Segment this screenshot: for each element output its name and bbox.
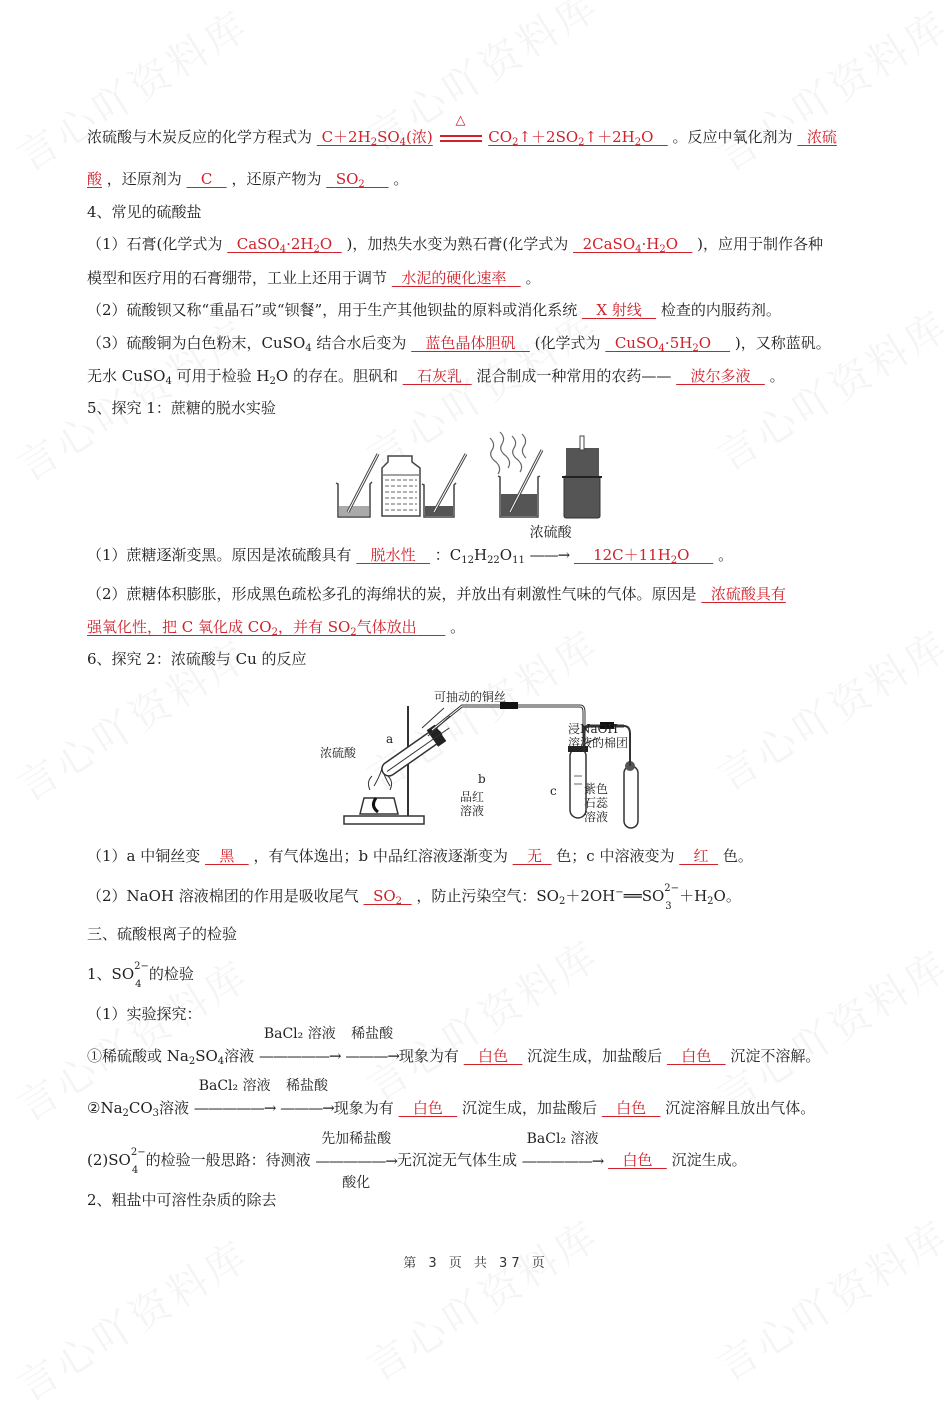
static-text: )，又称蓝矾。: [734, 334, 831, 352]
answer-plaster-formula: $2CaSO_4\cdot H_2O$: [582, 235, 679, 255]
reaction-arrow: BaCl₂ 溶液 —————→: [521, 1131, 604, 1170]
text-line: 无水 CuSO$_4$ 可用于检验 $H_2O$ 的存在。胆矾和 石灰乳 混合制成一种常用的农药—— 波尔多液 。: [87, 367, 785, 387]
static-text: 。: [718, 546, 734, 564]
answer-cement: 水泥的硬化速率: [401, 269, 507, 287]
text-line: （2）NaOH 溶液棉团的作用是吸收尾气 $SO_2$ ，防止污染空气：$SO_2+2OH^-══SO$ 2− 3 $+H_2O$。: [87, 883, 741, 912]
static-text: 沉淀生成，加盐酸后: [527, 1047, 663, 1065]
static-text: 沉淀生成。: [671, 1151, 747, 1169]
label-copper-wire: 可抽动的铜丝: [434, 690, 507, 704]
static-text: ，还原产物为: [231, 170, 322, 188]
text-line: [87, 169, 408, 189]
static-text: （2）NaOH 溶液棉团的作用是吸收尾气: [87, 887, 359, 905]
acid-bottle-icon: [382, 456, 420, 516]
heating-equals-sign: [438, 113, 484, 147]
answer-so2: $SO_2$: [373, 887, 403, 907]
static-text: 色。: [722, 847, 753, 865]
static-text: （2）蔗糖体积膨胀，形成黑色疏松多孔的海绵状的炭，并放出有刺激性气味的气体。原因是: [87, 585, 697, 603]
label-litmus: 紫色 石蕊 溶液: [584, 782, 609, 824]
answer-equation-left: $C+2H_2SO_4$(浓): [321, 128, 433, 148]
watermark: [705, 934, 952, 1122]
text-line: [87, 300, 781, 320]
section-heading: 4、常见的硫酸盐: [87, 203, 202, 221]
static-text: O 的存在。胆矾和: [275, 367, 398, 385]
watermark: [705, 1204, 952, 1392]
answer-white-5: 白色: [622, 1151, 653, 1169]
text-line: $②Na_2CO_3$溶液 BaCl₂ 溶液 —————→ 稀盐酸 ———→现象为有 白色 沉淀生成，加盐酸后 白色 沉淀溶解且放出气体。: [87, 1078, 816, 1119]
text-line: （3）硫酸铜为白色粉末，CuSO$_4$ 结合水后变为 蓝色晶体胆矾 (化学式为 $CuSO_4\cdot 5H_2O$ )，又称蓝矾。: [87, 334, 831, 354]
static-text: （1）a 中铜丝变: [87, 847, 201, 865]
reaction-arrow: BaCl₂ 溶液 —————→: [193, 1078, 276, 1117]
answer-dehydration-product: $12C+11H_2O$: [593, 546, 690, 566]
static-text: （1）石膏(化学式为: [87, 235, 223, 253]
static-text: ，有气体逸出；b 中品红溶液逐渐变为: [253, 847, 508, 865]
answer-oxidizing-cont: 强氧化性，把 C 氧化成 $CO_2$，并有 $SO_2$气体放出: [87, 618, 417, 638]
text-line: (2)SO 2− 4 的检验一般思路：待测液 先加稀盐酸 —————→ 酸化 无沉淀无气体生成 BaCl₂ 溶液 —————→ 白色 沉淀生成。: [87, 1131, 747, 1191]
static-text: 无沉淀无气体生成: [396, 1151, 517, 1169]
delta-icon: △: [455, 113, 466, 128]
sugar-dehydration-figure: [330, 428, 620, 520]
answer-dehydration: 脱水性: [370, 546, 416, 564]
reaction-arrow: 稀盐酸 ———→: [345, 1026, 399, 1065]
static-text: (2)SO: [87, 1151, 131, 1169]
static-text: 模型和医疗用的石膏绷带，工业上还用于调节: [87, 269, 388, 287]
reaction-arrow: 稀盐酸 ———→: [280, 1078, 334, 1117]
text-line: [87, 234, 823, 254]
answer-lime-milk: 石灰乳: [417, 367, 463, 385]
section-heading: 5、探究 1：蔗糖的脱水实验: [87, 399, 276, 417]
answer-gypsum-formula: $CaSO_4\cdot 2H_2O$: [236, 235, 333, 255]
answer-blue-vitriol: 蓝色晶体胆矾: [425, 334, 516, 352]
static-text: 可用于检验 H: [176, 367, 270, 385]
static-text: ，防止污染空气：SO: [416, 887, 559, 905]
beaker-icon: [336, 454, 378, 517]
static-text: 检查的内服药剂。: [660, 301, 781, 319]
watermark: [705, 294, 952, 482]
subsection-heading: 1、SO 2− 4 的检验: [87, 961, 194, 990]
answer-oxidant-cont: 酸: [87, 170, 103, 188]
sulfite-ion-charge: 2− 3: [664, 883, 680, 912]
watermark: [355, 924, 609, 1112]
equation-line: [87, 113, 837, 148]
static-text: ①稀硫酸或 Na: [87, 1047, 189, 1065]
static-text: （3）硫酸铜为白色粉末，CuSO: [87, 334, 306, 352]
answer-cuso4-formula: $CuSO_4\cdot 5H_2O$: [614, 334, 712, 354]
label-magenta-solution: 品红 溶液: [460, 790, 485, 818]
text-line: [87, 584, 786, 604]
answer-reductant: C: [200, 170, 213, 188]
sulfate-ion-charge: 2− 4: [134, 961, 149, 990]
watermark: [705, 0, 952, 183]
sulfate-ion-charge: 2− 4: [130, 1147, 146, 1176]
static-text: 。: [450, 618, 466, 636]
static-text: （2）硫酸钡又称“重晶石”或“钡餐”，用于生产其他钡盐的原料或消化系统: [87, 301, 578, 319]
static-text: 。反应中氧化剂为: [672, 128, 793, 146]
static-text: 浓硫酸与木炭反应的化学方程式为: [87, 128, 313, 146]
reaction-arrow: 浓硫酸 ——→: [529, 525, 572, 564]
answer-oxidant: 浓硫: [806, 128, 837, 146]
label-concentrated-acid: 浓硫酸: [320, 746, 357, 760]
section-heading: 三、硫酸根离子的检验: [87, 925, 238, 943]
watermark: [5, 0, 259, 183]
section-heading: 6、探究 2：浓硫酸与 Cu 的反应: [87, 650, 307, 668]
static-text: )，应用于制作各种: [697, 235, 823, 253]
page-footer: 第 3 页 共 37 页: [403, 1256, 549, 1271]
carbon-column-icon: [562, 436, 602, 518]
answer-white-1: 白色: [478, 1047, 509, 1065]
reaction-arrow: 先加稀盐酸 —————→ 酸化: [315, 1131, 397, 1191]
static-text: ：C: [434, 546, 462, 564]
static-text: 沉淀生成，加盐酸后: [462, 1099, 598, 1117]
beaker-icon: [422, 454, 466, 517]
answer-xray: X 射线: [596, 301, 642, 319]
static-text: 现象为有: [398, 1047, 459, 1065]
static-text: 。: [769, 367, 785, 385]
static-text: 结合水后变为: [316, 334, 407, 352]
label-c: c: [550, 784, 557, 798]
fuming-beaker-icon: [490, 432, 542, 517]
answer-colorless: 无: [526, 847, 542, 865]
answer-white-3: 白色: [412, 1099, 443, 1117]
static-text: 沉淀不溶解。: [730, 1047, 821, 1065]
answer-bordeaux: 波尔多液: [690, 367, 751, 385]
text-line: [87, 268, 540, 288]
label-naoh-cotton: 浸NaOH 溶液的棉团: [568, 722, 629, 750]
answer-white-4: 白色: [616, 1099, 647, 1117]
static-text: (化学式为: [534, 334, 601, 352]
answer-reduction-product: $SO_2$: [335, 170, 365, 190]
text-line: （1）实验探究：: [87, 1005, 202, 1023]
static-text: （1）蔗糖逐渐变黑。原因是浓硫酸具有: [87, 546, 352, 564]
static-text: ，还原剂为: [106, 170, 182, 188]
label-b: b: [478, 772, 486, 786]
watermark: [355, 1204, 609, 1392]
answer-equation-right: $CO_2↑+2SO_2↑+2H_2O$: [488, 128, 654, 148]
static-text: 。: [393, 170, 409, 188]
static-text: 现象为有: [333, 1099, 394, 1117]
static-text: 混合制成一种常用的农药——: [476, 367, 672, 385]
static-text: )，加热失水变为熟石膏(化学式为: [346, 235, 569, 253]
text-line: ①稀硫酸或 $Na_2SO_4$溶液 BaCl₂ 溶液 —————→ 稀盐酸 ———→现象为有 白色 沉淀生成，加盐酸后 白色 沉淀不溶解。: [87, 1026, 821, 1067]
answer-oxidizing: 浓硫酸具有: [710, 585, 786, 603]
static-text: 沉淀溶解且放出气体。: [665, 1099, 816, 1117]
text-line: （1）蔗糖逐渐变黑。原因是浓硫酸具有 脱水性 ：$C_{12}H_{22}O_{11}$ 浓硫酸 ——→ $12C+11H_2O$ 。: [87, 525, 734, 566]
text-line: [87, 617, 465, 637]
answer-black: 黑: [219, 847, 235, 865]
watermark: [705, 614, 952, 802]
answer-white-2: 白色: [681, 1047, 712, 1065]
static-text: 色；c 中溶液变为: [556, 847, 675, 865]
subsection-heading: 2、粗盐中可溶性杂质的除去: [87, 1191, 277, 1209]
answer-red: 红: [693, 847, 709, 865]
label-a: a: [386, 732, 394, 746]
text-line: [87, 846, 753, 866]
static-text: ②Na: [87, 1099, 123, 1117]
copper-reaction-apparatus: [312, 686, 642, 831]
reaction-arrow: BaCl₂ 溶液 —————→: [258, 1026, 341, 1065]
static-text: 无水 CuSO: [87, 367, 166, 385]
static-text: 。: [525, 269, 541, 287]
